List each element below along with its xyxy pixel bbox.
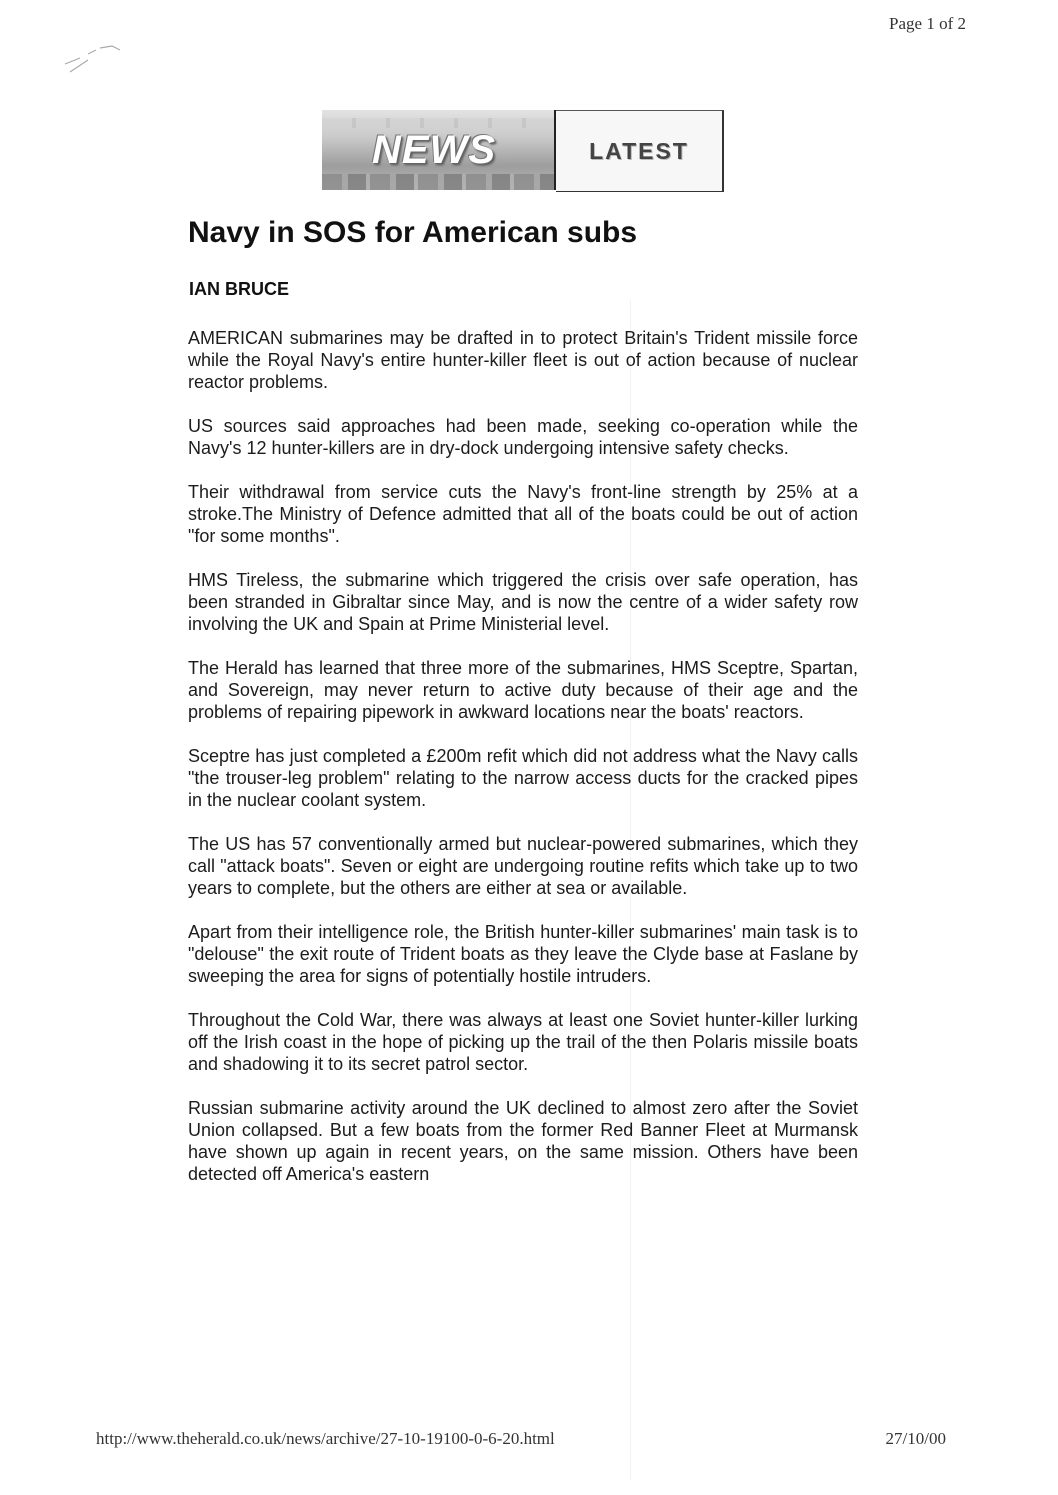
- news-logo-text: NEWS: [372, 128, 496, 172]
- article-paragraph: Their withdrawal from service cuts the Navy's front-line strength by 25% at a stroke.The Ministry of Defence admitted that all of the boats could be out of action "for some months".: [188, 482, 858, 546]
- article-paragraph: The Herald has learned that three more of the submarines, HMS Sceptre, Spartan, and Sovereign, may never return to active duty because of their age and the problems of repairing pipework in awkward locations near the boats' reactors.: [188, 658, 858, 722]
- article-paragraph: US sources said approaches had been made, seeking co-operation while the Navy's 12 hunter-killers are in dry-dock undergoing intensive safety checks.: [188, 416, 858, 458]
- article-paragraph: Throughout the Cold War, there was always at least one Soviet hunter-killer lurking off the Irish coast in the hope of picking up the trail of the then Polaris missile boats and shadowing it to its secret patrol sector.: [188, 1010, 858, 1074]
- latest-label: LATEST: [589, 137, 689, 164]
- headline: Navy in SOS for American subs: [188, 216, 638, 249]
- news-banner: [322, 110, 724, 192]
- source-url[interactable]: http://www.theherald.co.uk/news/archive/27-10-19100-0-6-20.html: [96, 1429, 555, 1448]
- print-date: 27/10/00: [885, 1429, 946, 1448]
- article-paragraph: The US has 57 conventionally armed but nuclear-powered submarines, which they call "attack boats". Seven or eight are undergoing routine refits which take up to two years to complete, but the others are either at sea or available.: [188, 834, 858, 898]
- article-paragraph: Russian submarine activity around the UK declined to almost zero after the Soviet Union collapsed. But a few boats from the former Red Banner Fleet at Murmansk have shown up again in recent years, on the same mission. Others have been detected off America's eastern: [188, 1098, 858, 1184]
- article-paragraph: HMS Tireless, the submarine which triggered the crisis over safe operation, has been stranded in Gibraltar since May, and is now the centre of a wider safety row involving the UK and Spain at Prime Ministerial level.: [188, 570, 858, 634]
- page-number: Page 1 of 2: [889, 14, 966, 33]
- article-paragraph: AMERICAN submarines may be drafted in to protect Britain's Trident missile force while the Royal Navy's entire hunter-killer fleet is out of action because of nuclear reactor problems.: [188, 328, 858, 392]
- news-logo: [322, 110, 556, 190]
- latest-label-box: [556, 110, 724, 192]
- scan-artifact: [60, 42, 140, 82]
- article-body: [188, 327, 858, 1185]
- article-paragraph: Sceptre has just completed a £200m refit which did not address what the Navy calls "the trouser-leg problem" relating to the narrow access ducts for the cracked pipes in the nuclear coolant system.: [188, 746, 858, 810]
- article-paragraph: Apart from their intelligence role, the British hunter-killer submarines' main task is to "delouse" the exit route of Trident boats as they leave the Clyde base at Faslane by sweeping the area for signs of potentially hostile intruders.: [188, 922, 858, 986]
- byline: IAN BRUCE: [189, 279, 290, 299]
